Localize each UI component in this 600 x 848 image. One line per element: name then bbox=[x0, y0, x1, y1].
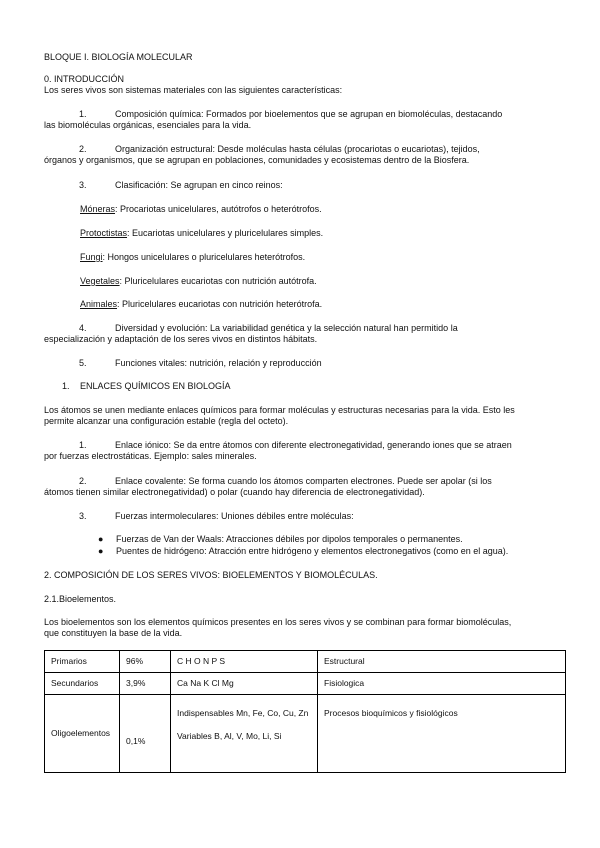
item-number: 5. bbox=[79, 358, 87, 368]
cell-percent: 3,9% bbox=[120, 673, 171, 695]
lead-line-2: que constituyen la base de la vida. bbox=[44, 628, 183, 638]
table-row bbox=[45, 695, 566, 773]
kingdom-moneras bbox=[80, 204, 600, 215]
kingdom-desc: : Procariotas unicelulares, autótrofos o heterótrofos. bbox=[115, 204, 322, 214]
item-number: 4. bbox=[79, 323, 87, 333]
item-text: Clasificación: Se agrupan en cinco reinos: bbox=[115, 180, 283, 190]
cell-function: Fisiologica bbox=[318, 673, 566, 695]
item-text-cont: especialización y adaptación de los seres vivos en distintos hábitats. bbox=[44, 334, 318, 344]
bullet-text: Puentes de hidrógeno: Atracción entre hidrógeno y elementos electronegativos (como en el agua). bbox=[116, 546, 509, 556]
item-number: 2. bbox=[79, 144, 87, 154]
kingdom-desc: : Pluricelulares eucariotas con nutrición heterótrofa. bbox=[117, 299, 323, 309]
section-title: ENLACES QUÍMICOS EN BIOLOGÍA bbox=[80, 381, 231, 391]
cell-type: Oligoelementos bbox=[45, 695, 120, 773]
cell-elements bbox=[171, 695, 318, 773]
kingdom-desc: : Eucariotas unicelulares y pluricelulares simples. bbox=[127, 228, 324, 238]
kingdom-fungi bbox=[80, 252, 600, 263]
kingdom-desc: : Pluricelulares eucariotas con nutrición autótrofa. bbox=[119, 276, 317, 286]
kingdom-desc: : Hongos unicelulares o pluricelulares heterótrofos. bbox=[102, 252, 306, 262]
item-number: 1. bbox=[79, 109, 87, 119]
lead-line-1: Los bioelementos son los elementos químicos presentes en los seres vivos y se combinan para formar biomoléculas, bbox=[44, 617, 512, 627]
fuerzas-intermoleculares bbox=[44, 511, 564, 522]
item-text-cont: las biomoléculas orgánicas, esenciales para la vida. bbox=[44, 120, 252, 130]
kingdom-name: Vegetales bbox=[80, 276, 120, 286]
bioelementos-lead bbox=[44, 617, 574, 639]
section-2-heading: 2. COMPOSICIÓN DE LOS SERES VIVOS: BIOELEMENTOS Y BIOMOLÉCULAS. bbox=[44, 570, 378, 580]
item-text: Funciones vitales: nutrición, relación y reproducción bbox=[115, 358, 322, 368]
variables-text: Variables B, Al, V, Mo, Li, Si bbox=[177, 731, 282, 741]
bullet-icon: ● bbox=[98, 534, 104, 544]
cell-elements: C H O N P S bbox=[171, 651, 318, 673]
item-text-cont: órganos y organismos, que se agrupan en poblaciones, comunidades y ecosistemas dentro de la Biosfera. bbox=[44, 155, 470, 165]
kingdom-animales bbox=[80, 299, 600, 310]
enlace-ionico bbox=[44, 440, 564, 462]
enlaces-lead bbox=[44, 405, 574, 427]
item-text-cont: átomos tienen similar electronegatividad) o polar (cuando hay diferencia de electronegatividad). bbox=[44, 487, 425, 497]
bullet-icon: ● bbox=[98, 546, 104, 556]
item-text: Fuerzas intermoleculares: Uniones débiles entre moléculas: bbox=[115, 511, 354, 521]
kingdom-name: Fungi bbox=[80, 252, 103, 262]
item-number: 1. bbox=[79, 440, 87, 450]
item-text: Organización estructural: Desde moléculas hasta células (procariotas o eucariotas), tejidos, bbox=[115, 144, 480, 154]
lead-line-2: permite alcanzar una configuración estable (regla del octeto). bbox=[44, 416, 289, 426]
kingdom-vegetales bbox=[80, 276, 600, 287]
item-number: 3. bbox=[79, 511, 87, 521]
intro-item-4 bbox=[44, 323, 564, 345]
intro-heading: 0. INTRODUCCIÓN bbox=[44, 74, 125, 84]
cell-type: Secundarios bbox=[45, 673, 120, 695]
table-row bbox=[45, 673, 566, 695]
section-number: 1. bbox=[62, 381, 70, 391]
cell-percent: 96% bbox=[120, 651, 171, 673]
cell-function: Estructural bbox=[318, 651, 566, 673]
lead-line-1: Los átomos se unen mediante enlaces químicos para formar moléculas y estructuras necesarias para la vida. Esto les bbox=[44, 405, 515, 415]
bullet-text: Fuerzas de Van der Waals: Atracciones débiles por dipolos temporales o permanentes. bbox=[116, 534, 463, 544]
intro-item-3 bbox=[44, 180, 564, 191]
item-number: 2. bbox=[79, 476, 87, 486]
section-1-heading bbox=[62, 381, 231, 392]
cell-percent: 0,1% bbox=[120, 695, 171, 773]
table-row bbox=[45, 651, 566, 673]
section-2-1-heading: 2.1.Bioelementos. bbox=[44, 594, 117, 604]
enlace-covalente bbox=[44, 476, 564, 498]
item-text: Enlace covalente: Se forma cuando los átomos comparten electrones. Puede ser apolar (si los bbox=[115, 476, 492, 486]
item-number: 3. bbox=[79, 180, 87, 190]
kingdom-name: Móneras bbox=[80, 204, 116, 214]
document-title: BLOQUE I. BIOLOGÍA MOLECULAR bbox=[44, 52, 193, 62]
kingdom-protoctistas bbox=[80, 228, 600, 239]
item-text: Composición química: Formados por bioelementos que se agrupan en biomoléculas, destacando bbox=[115, 109, 503, 119]
item-text: Enlace iónico: Se da entre átomos con diferente electronegatividad, generando iones que se atraen bbox=[115, 440, 512, 450]
kingdom-name: Protoctistas bbox=[80, 228, 128, 238]
intro-item-1 bbox=[44, 109, 564, 131]
intro-item-2 bbox=[44, 144, 564, 166]
bioelements-table bbox=[44, 650, 566, 773]
cell-function: Procesos bioquímicos y fisiológicos bbox=[318, 695, 566, 773]
cell-elements: Ca Na K Cl Mg bbox=[171, 673, 318, 695]
cell-type: Primarios bbox=[45, 651, 120, 673]
bullet-list bbox=[98, 533, 568, 557]
list-item bbox=[98, 545, 568, 557]
intro-lead: Los seres vivos son sistemas materiales con las siguientes características: bbox=[44, 85, 343, 95]
indispensables-text: Indispensables Mn, Fe, Co, Cu, Zn bbox=[177, 708, 309, 718]
item-text-cont: por fuerzas electrostáticas. Ejemplo: sales minerales. bbox=[44, 451, 257, 461]
kingdom-name: Animales bbox=[80, 299, 118, 309]
list-item bbox=[98, 533, 568, 545]
intro-item-5 bbox=[44, 358, 564, 369]
item-text: Diversidad y evolución: La variabilidad genética y la selección natural han permitido la bbox=[115, 323, 458, 333]
